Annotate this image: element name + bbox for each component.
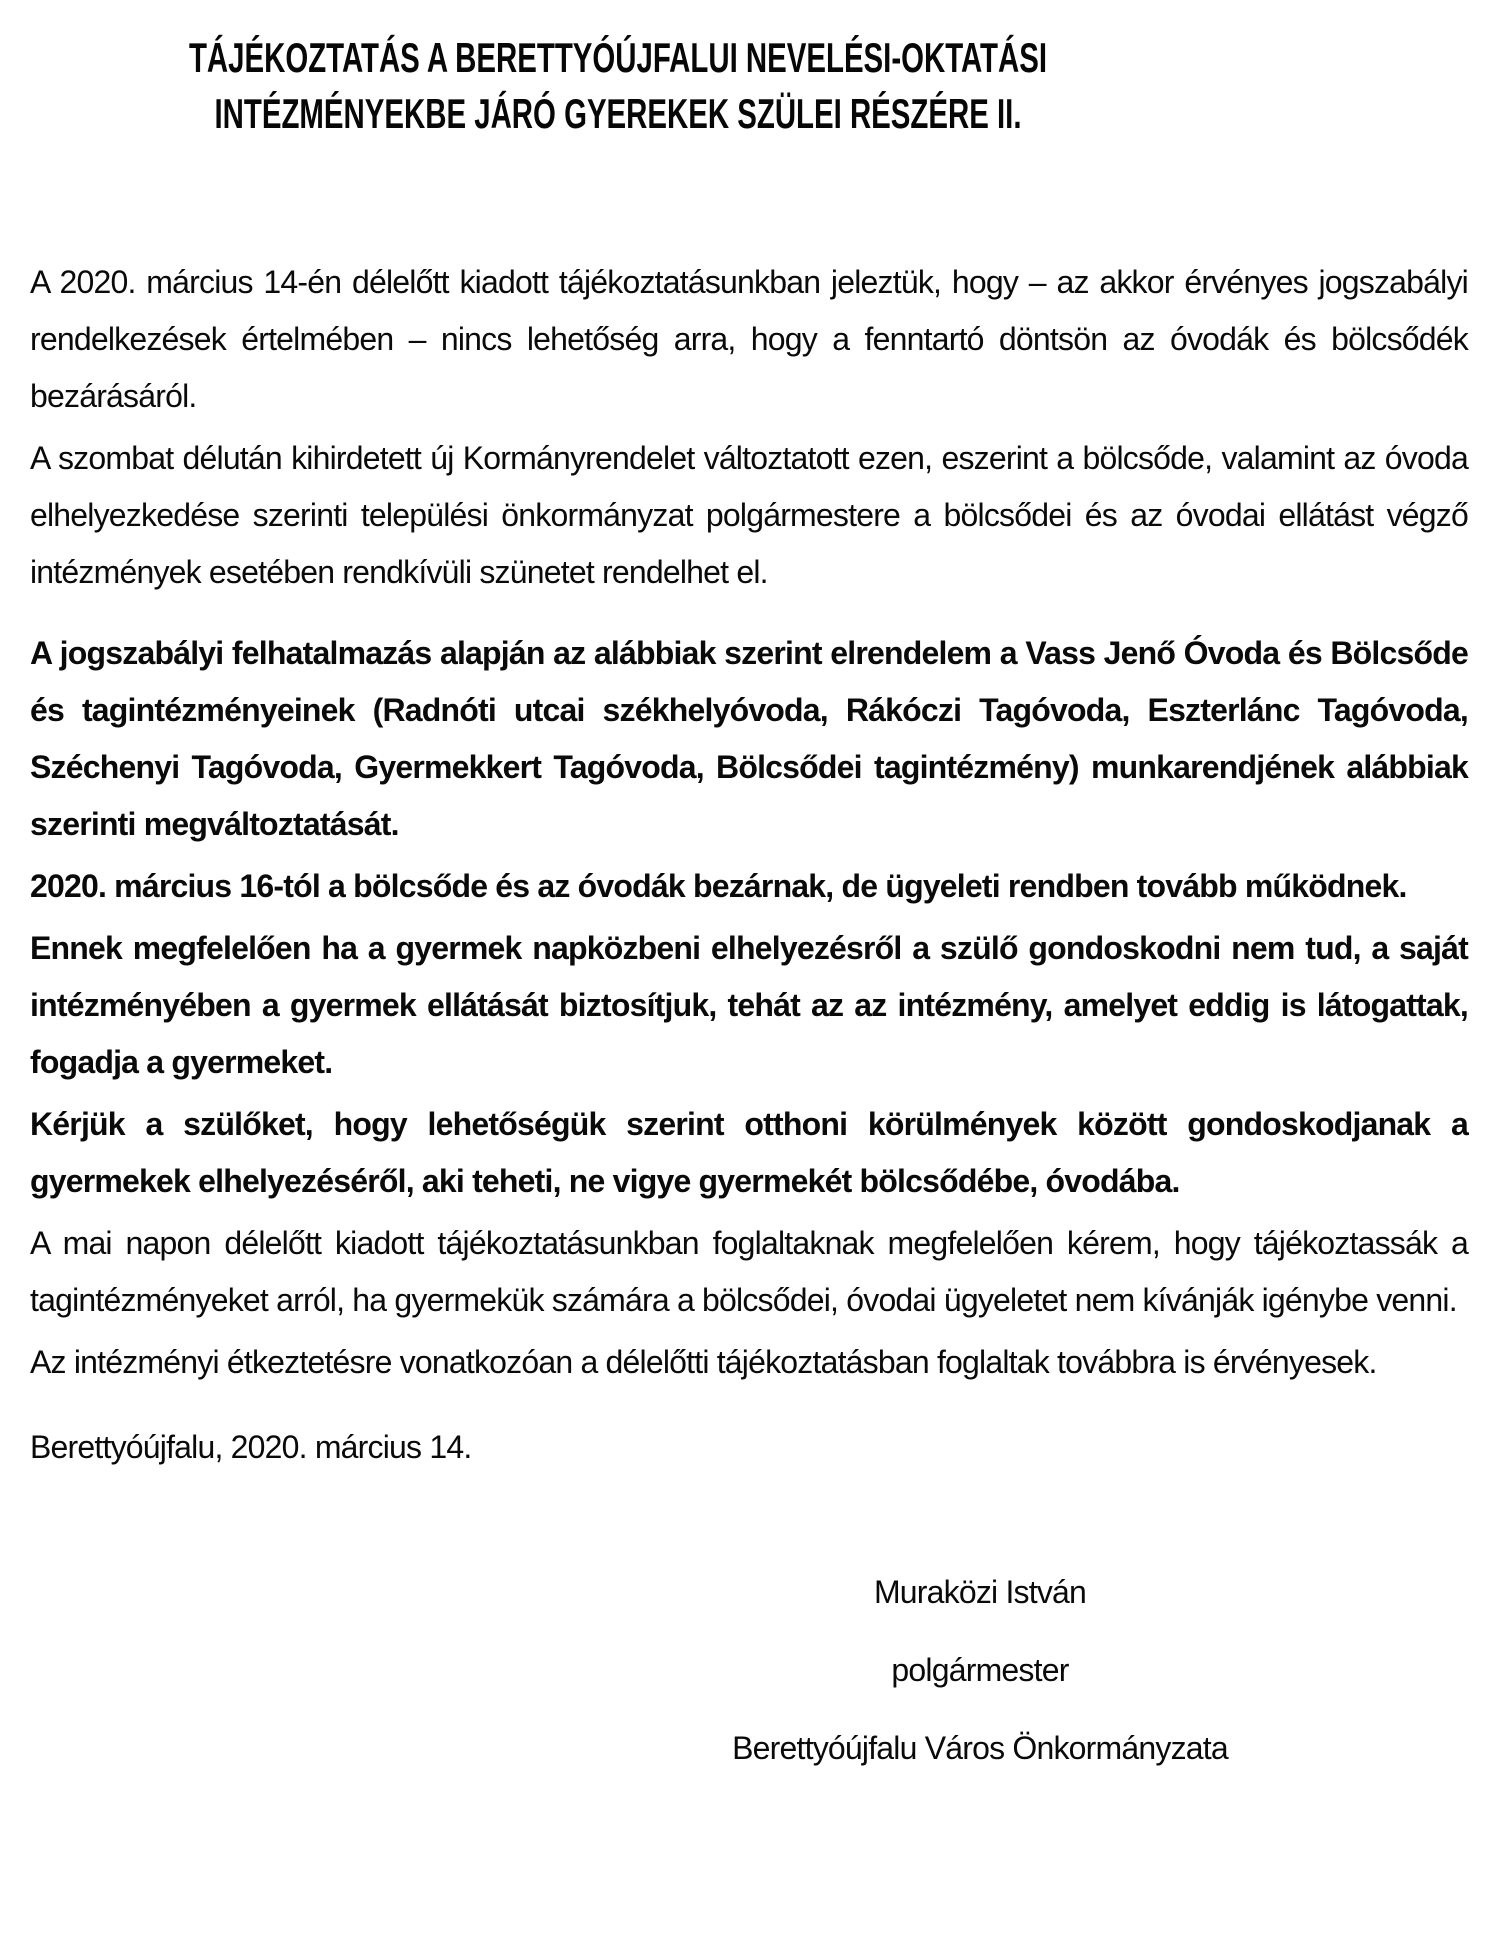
signature-title: polgármester [891, 1652, 1069, 1688]
title-line-2: INTÉZMÉNYEKBE JÁRÓ GYEREKEK SZÜLEI RÉSZÉRE II. [214, 90, 1022, 137]
paragraph-request-to-parents: Kérjük a szülőket, hogy lehetőségük szerint otthoni körülmények között gondoskodjanak a gyermekek elhelyezéséről, aki teheti, ne vigye gyermekét bölcsődébe, óvodába. [30, 1106, 1468, 1199]
date-line: Berettyóújfalu, 2020. március 14. [30, 1429, 472, 1465]
paragraph-meals-validity: Az intézményi étkeztetésre vonatkozóan a délelőtti tájékoztatásban foglaltak továbbra is érvényesek. [30, 1344, 1377, 1380]
paragraph-intro-morning-info: A 2020. március 14-én délelőtt kiadott tájékoztatásunkban jeleztük, hogy – az akkor érvényes jogszabályi rendelkezések értelmében – nincs lehetőség arra, hogy a fenntartó döntsön az óvodák és bölcsődék bezárásáról. [30, 264, 1468, 414]
signature-block [450, 1564, 1500, 1777]
signature-organization: Berettyóújfalu Város Önkormányzata [732, 1730, 1228, 1766]
paragraph-order-institutions: A jogszabályi felhatalmazás alapján az alábbiak szerint elrendelem a Vass Jenő Óvoda és Bölcsőde és tagintézményeinek (Radnóti utcai székhelyóvoda, Rákóczi Tagóvoda, Eszterlánc Tagóvoda, Széchenyi Tagóvoda, Gyermekkert Tagóvoda, Bölcsődei tagintézmény) munkarendjének alábbiak szerinti megváltoztatását. [30, 635, 1468, 842]
signature-name: Muraközi István [873, 1574, 1087, 1610]
title-line-1: TÁJÉKOZTATÁS A BERETTYÓÚJFALUI NEVELÉSI-OKTATÁSI [188, 34, 1048, 81]
document-title [30, 30, 1206, 142]
paragraph-notify-institutions: A mai napon délelőtt kiadott tájékoztatásunkban foglaltaknak megfelelően kérem, hogy tájékoztassák a tagintézményeket arról, ha gyermekük számára a bölcsődei, óvodai ügyeletet nem kívánják igénybe venni. [30, 1225, 1468, 1318]
paragraph-government-decree: A szombat délután kihirdetett új Kormányrendelet változtatott ezen, eszerint a bölcsőde, valamint az óvoda elhelyezkedése szerinti települési önkormányzat polgármestere a bölcsődei és az óvodai ellátást végző intézmények esetében rendkívüli szünetet rendelhet el. [30, 440, 1468, 590]
paragraph-closure-date: 2020. március 16-tól a bölcsőde és az óvodák bezárnak, de ügyeleti rendben tovább működnek. [30, 868, 1407, 904]
paragraph-care-guarantee: Ennek megfelelően ha a gyermek napközbeni elhelyezésről a szülő gondoskodni nem tud, a saját intézményében a gyermek ellátását biztosítjuk, tehát az az intézmény, amelyet eddig is látogattak, fogadja a gyermeket. [30, 930, 1468, 1080]
